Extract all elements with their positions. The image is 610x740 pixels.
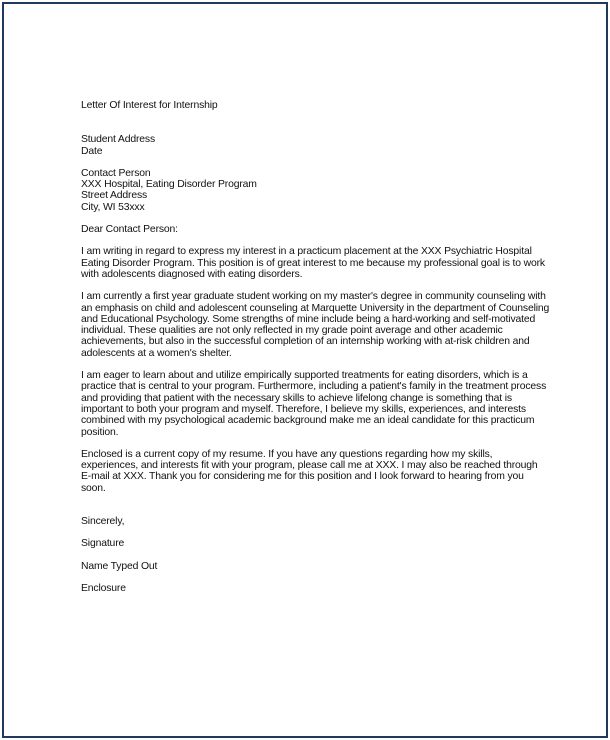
- sender-block: [81, 134, 541, 157]
- paragraph-line: Eating Disorder Program. This position is of great interest to me because my professional goal is to work: [81, 257, 545, 269]
- recipient-block: [81, 168, 541, 213]
- name-typed-out: Name Typed Out: [81, 560, 158, 572]
- letter-document: [81, 100, 550, 594]
- paragraph-line: I am writing in regard to express my interest in a practicum placement at the XXX Psychiatric Hospital: [81, 246, 532, 258]
- letter-title: Letter Of Interest for Internship: [81, 100, 218, 111]
- paragraph-line: soon.: [81, 482, 106, 494]
- paragraph-line: E-mail at XXX. Thank you for considering me for this position and I look forward to hearing from you: [81, 471, 524, 483]
- enclosure-note: Enclosure: [81, 582, 126, 594]
- paragraph-line: adolescents at a women's shelter.: [81, 347, 232, 359]
- paragraph-line: achievements, but also in the successful completion of an internship working with at-risk children and: [81, 336, 530, 348]
- paragraph-line: with adolescents diagnosed with eating disorders.: [81, 268, 303, 280]
- signature: Signature: [81, 538, 125, 550]
- salutation: Dear Contact Person:: [81, 224, 178, 236]
- paragraph-line: practice that is central to your program. Furthermore, including a patient's family in the treatment process: [81, 381, 547, 393]
- paragraph-line: combined with my psychological academic background make me an ideal candidate for this practicum: [81, 415, 535, 427]
- closing: Sincerely,: [81, 516, 125, 528]
- recipient-organization: XXX Hospital, Eating Disorder Program: [81, 179, 257, 191]
- paragraph-4: [81, 449, 541, 494]
- paragraph-2: [81, 291, 550, 359]
- paragraph-line: I am eager to learn about and utilize empirically supported treatments for eating disorders, which is a: [81, 370, 528, 382]
- paragraph-line: and Educational Psychology. Some strengths of mine include being a hard-working and self-motivated: [81, 313, 536, 325]
- paragraph-line: an emphasis on child and adolescent counseling at Marquette University in the department of Counseling: [81, 302, 550, 314]
- paragraph-line: important to both your program and myself. Therefore, I believe my skills, experiences, and interests: [81, 403, 526, 415]
- paragraph-3: [81, 370, 547, 438]
- sender-address: Student Address: [81, 134, 155, 146]
- paragraph-line: individual. These qualities are not only reflected in my grade point average and other academic: [81, 325, 503, 337]
- paragraph-line: Enclosed is a current copy of my resume. If you have any questions regarding how my skills,: [81, 448, 493, 460]
- paragraph-line: experiences, and interests fit with your program, please call me at XXX. I may also be reached through: [81, 460, 538, 472]
- paragraph-line: I am currently a first year graduate student working on my master's degree in community counseling with: [81, 291, 546, 303]
- paragraph-line: and providing that patient with the necessary skills to achieve lifelong change is something that is: [81, 392, 512, 404]
- sender-date: Date: [81, 145, 103, 157]
- recipient-city: City, WI 53xxx: [81, 201, 145, 213]
- paragraph-1: [81, 246, 545, 280]
- recipient-contact: Contact Person: [81, 167, 151, 179]
- recipient-street: Street Address: [81, 190, 148, 202]
- paragraph-line: position.: [81, 426, 119, 438]
